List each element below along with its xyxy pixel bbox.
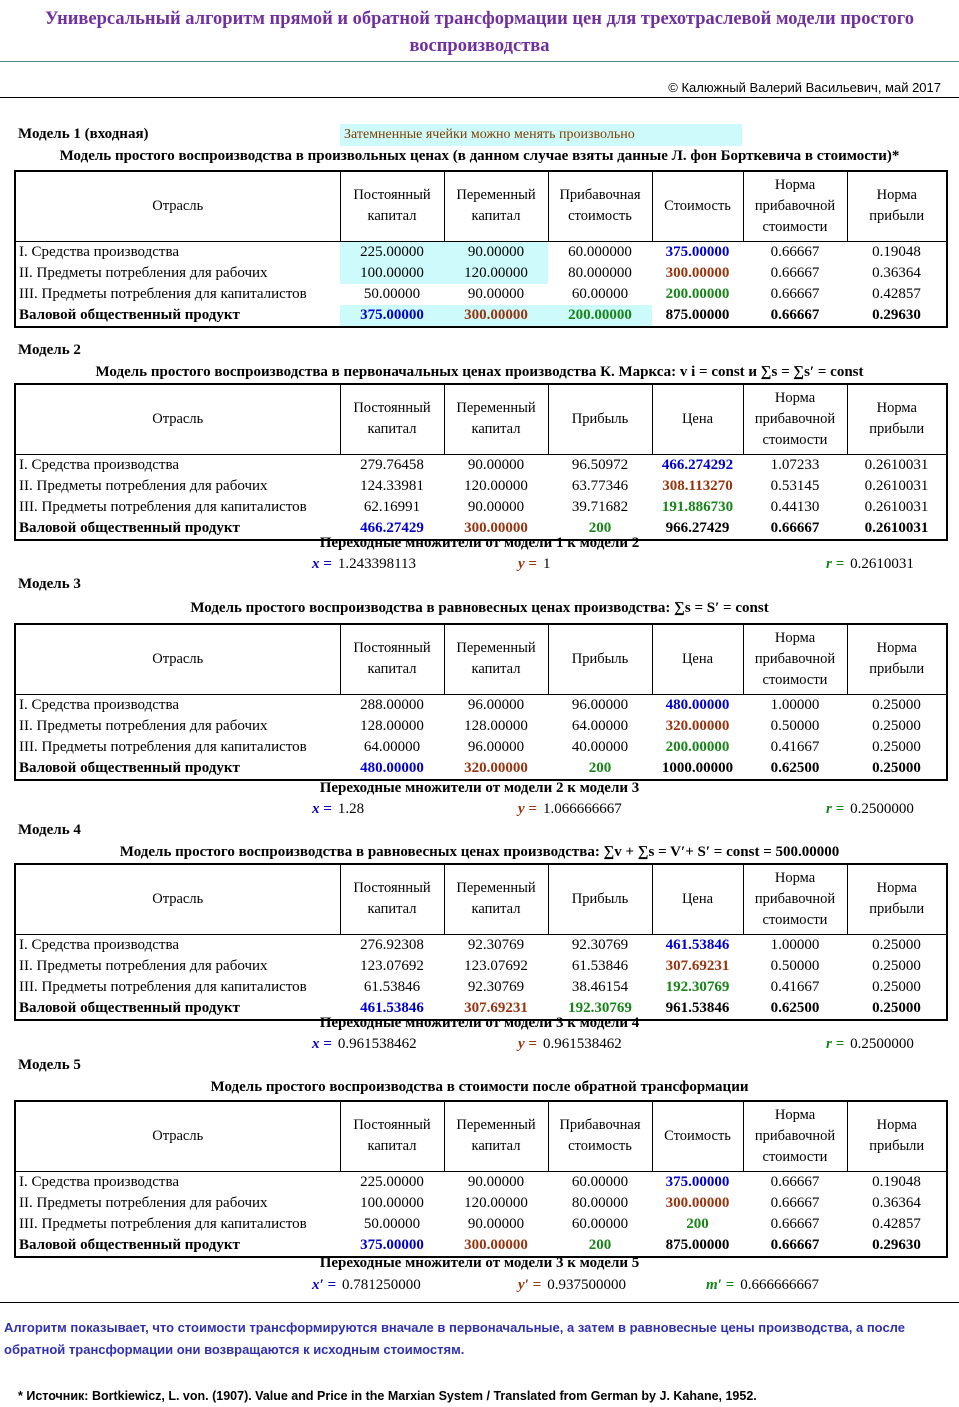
table-cell: 191.886730 [661, 498, 734, 515]
model-caption: Модель простого воспроизводства в стоимости после обратной трансформации [210, 1079, 749, 1095]
column-header: Норма прибыли [847, 171, 947, 241]
table-cell: 1.07233 [770, 456, 820, 473]
table-cell: 61.53846 [363, 978, 421, 995]
table-cell: 375.00000 [360, 1236, 424, 1253]
table-cell: 300.00000 [665, 264, 730, 281]
column-header: Отрасль [152, 890, 204, 907]
table-cell: 200.00000 [665, 285, 730, 302]
table-cell: 966.27429 [665, 519, 730, 536]
table-cell: 375.00000 [340, 305, 444, 327]
table-cell: 100.00000 [360, 1194, 424, 1211]
table-cell: 0.2610031 [864, 498, 929, 515]
column-header: Прибыль [548, 384, 652, 454]
table-cell: 96.50972 [571, 456, 629, 473]
multiplier-value: 0.2500000 [850, 801, 914, 817]
multiplier-r [706, 1277, 819, 1294]
table-cell: 308.113270 [662, 477, 733, 494]
table-cell: 39.71682 [571, 498, 629, 515]
table-cell: 461.53846 [360, 999, 424, 1016]
multipliers-title: Переходные множители от модели 3 к модели 4 [319, 1015, 640, 1031]
row-label: II. Предметы потребления для рабочих [19, 1194, 268, 1211]
table-cell: 0.29630 [872, 1236, 921, 1253]
table-cell: 0.25000 [872, 999, 921, 1016]
column-header: Стоимость [652, 1101, 743, 1171]
table-cell: 480.00000 [360, 759, 424, 776]
table-row [15, 977, 947, 998]
table-cell: 0.2610031 [864, 519, 929, 536]
model-caption: Модель простого воспроизводства в равновесных ценах производства: ∑v + ∑s = V′+ S′ = const = 500.00000 [119, 844, 840, 860]
model-caption: Модель простого воспроизводства в произвольных ценах (в данном случае взяты данные Л. фон Борткевича в стоимости)* [59, 148, 900, 164]
table-cell: 0.25000 [872, 696, 921, 713]
multiplier-x [312, 1277, 421, 1294]
table-cell: 300.00000 [464, 519, 528, 536]
table-cell: 92.30769 [467, 936, 525, 953]
table-cell: 466.27429 [360, 519, 424, 536]
row-label: Валовой общественный продукт [19, 306, 240, 323]
column-header: Прибыль [548, 864, 652, 934]
table-cell: 192.30769 [665, 978, 730, 995]
model-table [14, 383, 948, 541]
multiplier-value: 0.961538462 [337, 1036, 417, 1052]
table-row [15, 1214, 947, 1235]
column-header: Постоянный капитал [340, 171, 444, 241]
multiplier-symbol: x = [312, 556, 332, 572]
multiplier-x [312, 556, 416, 573]
column-header: Постоянный капитал [340, 624, 444, 694]
table-cell: 50.00000 [363, 285, 421, 302]
model-table [14, 623, 948, 781]
row-label: I. Средства производства [19, 456, 180, 473]
row-label: Валовой общественный продукт [19, 519, 240, 536]
table-cell: 200.00000 [665, 738, 730, 755]
multiplier-symbol: x = [312, 801, 332, 817]
table-row [15, 263, 947, 284]
table-row [15, 476, 947, 497]
row-label: III. Предметы потребления для капиталистов [19, 978, 307, 995]
table-cell: 90.00000 [467, 498, 525, 515]
table-cell: 875.00000 [665, 306, 730, 323]
table-cell: 300.00000 [444, 305, 548, 327]
table-row [15, 716, 947, 737]
column-header: Норма прибавочной стоимости [743, 624, 847, 694]
editable-cells-note: Затемненные ячейки можно менять произвольно [340, 124, 742, 146]
table-cell: 64.00000 [363, 738, 421, 755]
table-header-row [15, 1101, 947, 1171]
table-cell: 200.00000 [548, 305, 652, 327]
table-cell: 461.53846 [665, 936, 730, 953]
table-cell: 64.00000 [571, 717, 629, 734]
multiplier-symbol: y = [518, 801, 537, 817]
table-cell: 0.25000 [872, 759, 921, 776]
multiplier-value: 0.937500000 [547, 1277, 626, 1293]
model-label: Модель 2 [18, 342, 81, 358]
row-label: I. Средства производства [19, 936, 180, 953]
model-table [14, 1100, 948, 1258]
table-cell: 0.42857 [872, 1215, 921, 1232]
table-header-row [15, 171, 947, 241]
table-cell: 0.66667 [770, 306, 820, 323]
column-header: Постоянный капитал [340, 864, 444, 934]
multiplier-r [826, 801, 914, 818]
table-header-row [15, 384, 947, 454]
multiplier-value: 0.781250000 [342, 1277, 421, 1293]
column-header: Цена [652, 624, 743, 694]
row-label: III. Предметы потребления для капиталистов [19, 1215, 307, 1232]
total-row [15, 758, 947, 780]
row-label: I. Средства производства [19, 696, 180, 713]
table-cell: 0.66667 [770, 1173, 820, 1190]
table-cell: 200 [588, 759, 612, 776]
table-cell: 480.00000 [665, 696, 730, 713]
page-title: Универсальный алгоритм прямой и обратной трансформации цен для трехотраслевой модели простого воспроизводства [45, 9, 914, 56]
table-cell: 62.16991 [363, 498, 421, 515]
model-table [14, 170, 948, 328]
table-cell: 0.25000 [872, 957, 921, 974]
table-cell: 0.2610031 [864, 477, 929, 494]
table-cell: 200 [588, 519, 612, 536]
table-cell: 300.00000 [464, 1236, 528, 1253]
table-cell: 0.66667 [770, 1215, 820, 1232]
total-row [15, 1235, 947, 1257]
table-cell: 0.66667 [770, 243, 820, 260]
table-cell: 60.000000 [568, 243, 632, 260]
multiplier-symbol: r = [826, 556, 845, 572]
multipliers-title: Переходные множители от модели 2 к модели 3 [319, 780, 640, 796]
table-cell: 0.50000 [770, 957, 820, 974]
column-header: Постоянный капитал [340, 384, 444, 454]
table-cell: 0.19048 [872, 1173, 921, 1190]
column-header: Цена [652, 864, 743, 934]
divider [0, 97, 959, 98]
table-cell: 90.00000 [467, 285, 525, 302]
table-cell: 60.00000 [571, 1173, 629, 1190]
table-header-row [15, 864, 947, 934]
table-cell: 466.274292 [661, 456, 734, 473]
model-label: Модель 5 [18, 1057, 81, 1073]
row-label: II. Предметы потребления для рабочих [19, 957, 268, 974]
table-cell: 0.29630 [872, 306, 921, 323]
table-cell: 0.25000 [872, 978, 921, 995]
table-cell: 0.19048 [872, 243, 921, 260]
table-cell[interactable]: 90.00000 [444, 241, 548, 263]
table-cell: 200 [686, 1215, 709, 1232]
table-cell: 124.33981 [360, 477, 424, 494]
table-cell: 120.00000 [464, 477, 528, 494]
row-label: I. Средства производства [19, 1173, 180, 1190]
table-cell: 40.00000 [571, 738, 629, 755]
table-cell: 0.62500 [770, 759, 820, 776]
multipliers-title: Переходные множители от модели 3 к модели 5 [319, 1255, 640, 1271]
table-cell: 0.25000 [872, 738, 921, 755]
multiplier-value: 0.666666667 [740, 1277, 819, 1293]
row-label: II. Предметы потребления для рабочих [19, 717, 268, 734]
table-cell: 300.00000 [665, 1194, 730, 1211]
table-cell: 128.00000 [464, 717, 528, 734]
table-cell: 0.25000 [872, 936, 921, 953]
table-cell: 92.30769 [467, 978, 525, 995]
table-cell[interactable]: 120.00000 [444, 263, 548, 284]
table-cell: 0.36364 [872, 264, 921, 281]
table-cell: 0.42857 [872, 285, 921, 302]
model-label: Модель 3 [18, 576, 81, 592]
table-cell: 128.00000 [360, 717, 424, 734]
table-cell: 1.00000 [770, 696, 820, 713]
column-header: Прибыль [548, 624, 652, 694]
table-cell: 192.30769 [568, 999, 632, 1016]
table-cell: 61.53846 [571, 957, 629, 974]
table-row [15, 694, 947, 716]
table-cell: 200 [588, 1236, 612, 1253]
table-cell: 225.00000 [360, 1173, 424, 1190]
row-label: Валовой общественный продукт [19, 999, 240, 1016]
table-cell: 0.41667 [770, 738, 820, 755]
table-cell: 80.00000 [571, 1194, 629, 1211]
column-header: Отрасль [152, 197, 204, 214]
model-table [14, 863, 948, 1021]
table-cell: 0.66667 [770, 519, 820, 536]
table-cell: 60.00000 [571, 285, 629, 302]
table-cell: 375.00000 [665, 1173, 730, 1190]
table-cell: 1.00000 [770, 936, 820, 953]
table-cell: 90.00000 [467, 1173, 525, 1190]
multiplier-symbol: r = [826, 1036, 845, 1052]
column-header: Отрасль [152, 410, 204, 427]
copyright: © Калюжный Валерий Васильевич, май 2017 [668, 80, 941, 95]
table-cell: 38.46154 [571, 978, 629, 995]
multiplier-r [826, 556, 914, 573]
table-cell: 0.66667 [770, 1236, 820, 1253]
table-cell: 90.00000 [467, 1215, 525, 1232]
multiplier-y [518, 1277, 626, 1294]
table-cell: 279.76458 [360, 456, 424, 473]
row-label: III. Предметы потребления для капиталистов [19, 738, 307, 755]
column-header: Норма прибыли [847, 384, 947, 454]
column-header: Переменный капитал [444, 384, 548, 454]
multiplier-y [518, 801, 622, 818]
divider [0, 1302, 959, 1303]
table-cell: 320.00000 [665, 717, 730, 734]
multiplier-x [312, 1036, 417, 1053]
column-header: Норма прибавочной стоимости [743, 1101, 847, 1171]
table-row [15, 1193, 947, 1214]
column-header: Норма прибыли [847, 624, 947, 694]
column-header: Постоянный капитал [340, 1101, 444, 1171]
multiplier-y [518, 556, 550, 573]
total-row [15, 305, 947, 327]
table-cell: 375.00000 [665, 243, 730, 260]
table-cell: 307.69231 [665, 957, 730, 974]
multiplier-value: 1.066666667 [542, 801, 622, 817]
table-cell: 60.00000 [571, 1215, 629, 1232]
multiplier-y [518, 1036, 622, 1053]
table-cell: 961.53846 [665, 999, 730, 1016]
table-cell: 307.69231 [464, 999, 528, 1016]
table-row [15, 956, 947, 977]
row-label: III. Предметы потребления для капиталистов [19, 498, 307, 515]
table-cell: 120.00000 [464, 1194, 528, 1211]
model-caption: Модель простого воспроизводства в равновесных ценах производства: ∑s = S′ = const [190, 600, 769, 616]
table-cell: 92.30769 [571, 936, 629, 953]
row-label: Валовой общественный продукт [19, 1236, 240, 1253]
table-row [15, 737, 947, 758]
table-cell: 0.2610031 [864, 456, 929, 473]
table-cell: 0.66667 [770, 1194, 820, 1211]
column-header: Стоимость [652, 171, 743, 241]
column-header: Переменный капитал [444, 864, 548, 934]
source-note: * Источник: Bortkiewicz, L. von. (1907). Value and Price in the Marxian System / Translated from German by J. Kahane, 1952. [18, 1389, 757, 1403]
row-label: II. Предметы потребления для рабочих [19, 264, 268, 281]
table-cell: 0.25000 [872, 717, 921, 734]
column-header: Норма прибавочной стоимости [743, 171, 847, 241]
column-header: Прибавочная стоимость [548, 1101, 652, 1171]
conclusion-text: Алгоритм показывает, что стоимости трансформируются вначале в первоначальные, а затем в равновесные цены производства, а после обратной трансформации они возвращаются к исходным стоимостям. [4, 1320, 905, 1357]
column-header: Переменный капитал [444, 171, 548, 241]
table-cell: 320.00000 [464, 759, 528, 776]
table-cell: 123.07692 [360, 957, 424, 974]
table-cell: 96.00000 [467, 696, 525, 713]
table-cell: 276.92308 [360, 936, 424, 953]
table-cell: 0.66667 [770, 285, 820, 302]
multiplier-x [312, 801, 364, 818]
table-cell: 0.41667 [770, 978, 820, 995]
model-caption: Модель простого воспроизводства в первоначальных ценах производства К. Маркса: v i = const и ∑s = ∑s′ = const [95, 364, 864, 380]
table-cell[interactable]: 225.00000 [340, 241, 444, 263]
table-cell: 123.07692 [464, 957, 528, 974]
table-cell: 50.00000 [363, 1215, 421, 1232]
table-cell: 0.66667 [770, 264, 820, 281]
multiplier-value: 0.961538462 [542, 1036, 622, 1052]
table-row [15, 454, 947, 476]
column-header: Прибавочная стоимость [548, 171, 652, 241]
column-header: Норма прибавочной стоимости [743, 384, 847, 454]
model-label: Модель 1 (входная) [18, 126, 149, 142]
column-header: Норма прибыли [847, 864, 947, 934]
row-label: Валовой общественный продукт [19, 759, 240, 776]
multiplier-value: 1 [542, 556, 551, 572]
multiplier-symbol: y′ = [518, 1277, 542, 1293]
table-cell: 90.00000 [467, 456, 525, 473]
table-row [15, 1171, 947, 1193]
table-header-row [15, 624, 947, 694]
column-header: Отрасль [152, 650, 204, 667]
multiplier-symbol: y = [518, 556, 537, 572]
multiplier-symbol: m′ = [706, 1277, 735, 1293]
multiplier-r [826, 1036, 914, 1053]
multiplier-symbol: x′ = [312, 1277, 337, 1293]
column-header: Переменный капитал [444, 624, 548, 694]
row-label: II. Предметы потребления для рабочих [19, 477, 268, 494]
column-header: Цена [652, 384, 743, 454]
table-row [15, 934, 947, 956]
multiplier-symbol: y = [518, 1036, 537, 1052]
table-cell: 80.000000 [568, 264, 632, 281]
multiplier-value: 1.28 [337, 801, 365, 817]
divider [0, 61, 959, 62]
table-cell: 0.50000 [770, 717, 820, 734]
row-label: III. Предметы потребления для капиталистов [19, 285, 307, 302]
table-cell[interactable]: 100.00000 [340, 263, 444, 284]
table-cell: 96.00000 [571, 696, 629, 713]
multipliers-title: Переходные множители от модели 1 к модели 2 [319, 535, 640, 551]
multiplier-value: 0.2610031 [850, 556, 914, 572]
table-cell: 0.53145 [770, 477, 820, 494]
table-row [15, 241, 947, 263]
multiplier-value: 1.243398113 [337, 556, 417, 572]
table-cell: 1000.00000 [661, 759, 734, 776]
column-header: Переменный капитал [444, 1101, 548, 1171]
table-cell: 875.00000 [665, 1236, 730, 1253]
table-cell: 0.44130 [770, 498, 820, 515]
row-label: I. Средства производства [19, 243, 180, 260]
table-cell: 96.00000 [467, 738, 525, 755]
table-row [15, 497, 947, 518]
table-cell: 63.77346 [571, 477, 629, 494]
column-header: Отрасль [152, 1127, 204, 1144]
model-label: Модель 4 [18, 822, 81, 838]
multiplier-symbol: r = [826, 801, 845, 817]
multiplier-symbol: x = [312, 1036, 332, 1052]
table-cell: 0.36364 [872, 1194, 921, 1211]
table-cell: 0.62500 [770, 999, 820, 1016]
column-header: Норма прибыли [847, 1101, 947, 1171]
column-header: Норма прибавочной стоимости [743, 864, 847, 934]
table-cell: 288.00000 [360, 696, 424, 713]
table-row [15, 284, 947, 305]
multiplier-value: 0.2500000 [850, 1036, 914, 1052]
